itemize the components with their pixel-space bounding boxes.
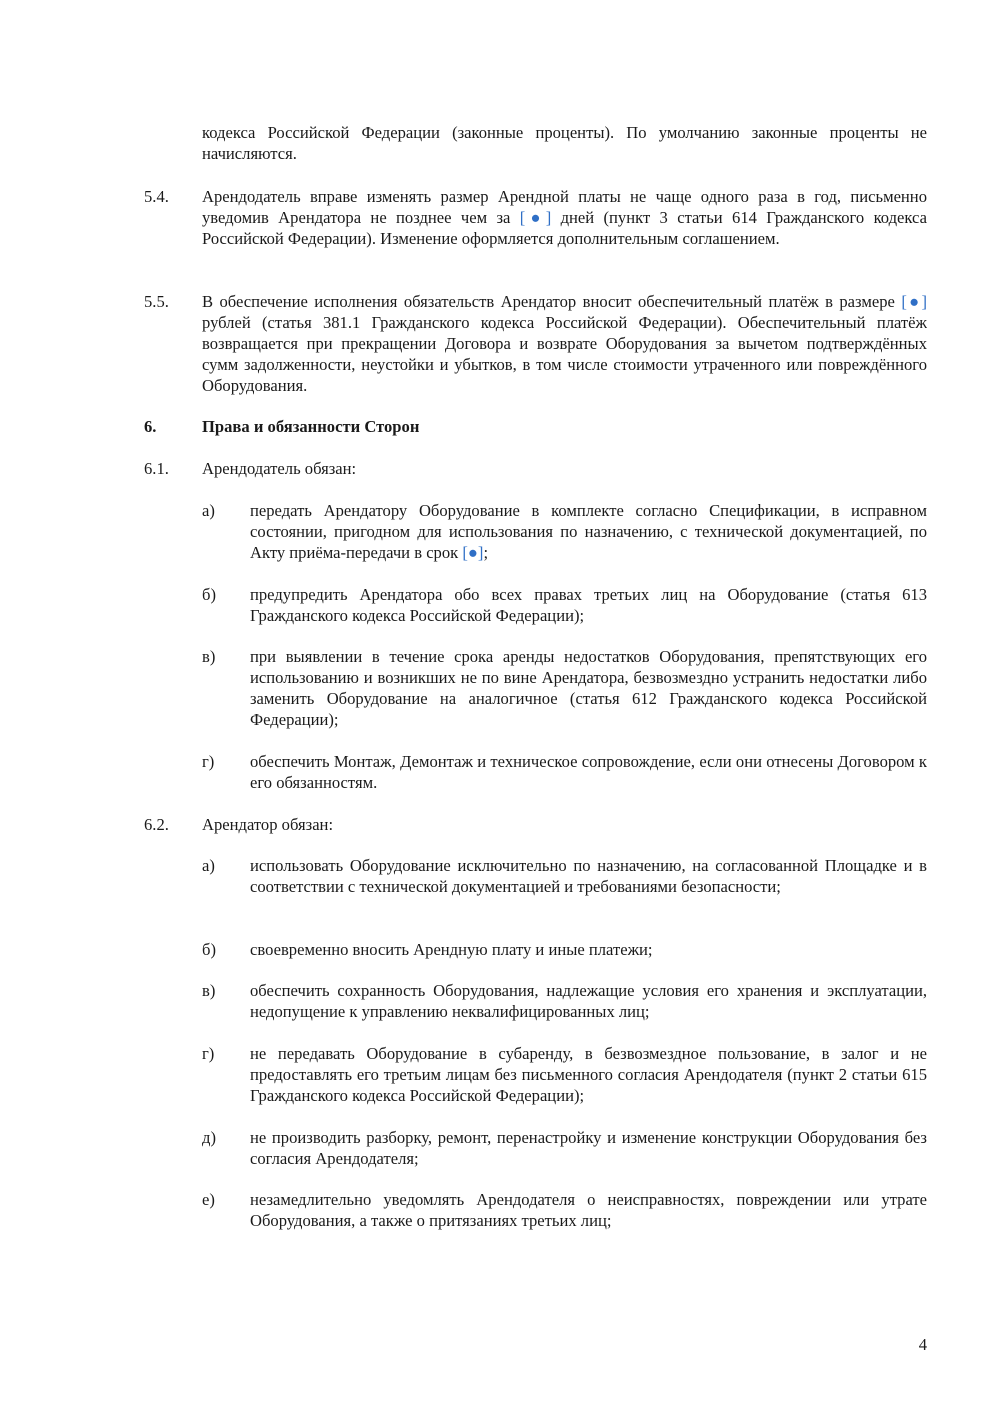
- list-item-label: в): [202, 647, 216, 666]
- list-item-label: а): [202, 856, 215, 875]
- list-item-text: не передавать Оборудование в субаренду, в безвозмездное пользование, в залог и не предоставлять его третьим лицам без письменного согласия Арендодателя (пункт 2 статьи 615 Гражданского кодекса Российской Федерации);: [250, 1044, 927, 1105]
- clause-text: Арендатор обязан:: [202, 815, 334, 834]
- list-item: [202, 1043, 927, 1106]
- clause-6-2: [144, 814, 927, 835]
- placeholder-marker: [●]: [519, 208, 552, 227]
- list-item-label: б): [202, 940, 216, 959]
- clause-5-4: [144, 186, 927, 249]
- page-number: 4: [918, 1335, 927, 1354]
- list-item: [202, 584, 927, 626]
- placeholder-marker: [●]: [462, 543, 484, 562]
- list-item: [202, 500, 927, 563]
- list-item: [202, 646, 927, 730]
- list-item-text: при выявлении в течение срока аренды недостатков Оборудования, препятствующих его использованию и возникших не по вине Арендатора, безвозмездно устранить недостатки либо заменить Оборудование на аналогичное (статья 612 Гражданского кодекса Российской Федерации);: [250, 647, 927, 729]
- list-item-text: обеспечить Монтаж, Демонтаж и техническое сопровождение, если они отнесены Договором к его обязанностям.: [250, 752, 927, 792]
- clause-number: 5.5.: [144, 292, 169, 311]
- list-item: [202, 1189, 927, 1231]
- list-item-text: использовать Оборудование исключительно по назначению, на согласованной Площадке и в соответствии с технической документацией и требованиями безопасности;: [250, 856, 927, 896]
- list-item-text: передать Арендатору Оборудование в комплекте согласно Спецификации, в исправном состоянии, пригодном для использования по назначению, с технической документацией, по Акту приёма-передачи в срок [●];: [250, 501, 927, 562]
- clause-number: 6.1.: [144, 459, 169, 478]
- list-item-label: е): [202, 1190, 215, 1209]
- clause-text: Арендодатель обязан:: [202, 459, 357, 478]
- clause-number: 5.4.: [144, 187, 169, 206]
- list-item-label: б): [202, 585, 216, 604]
- list-item-text: своевременно вносить Арендную плату и иные платежи;: [250, 940, 653, 959]
- list-item: [202, 751, 927, 793]
- clause-number: 6.2.: [144, 815, 169, 834]
- list-item: [202, 855, 927, 897]
- clause-continuation: [144, 122, 927, 164]
- clause-text: кодекса Российской Федерации (законные проценты). По умолчанию законные проценты не начисляются.: [202, 123, 927, 163]
- section-title: Права и обязанности Сторон: [202, 417, 420, 436]
- list-item-text: незамедлительно уведомлять Арендодателя о неисправностях, повреждении или утрате Оборудования, а также о притязаниях третьих лиц;: [250, 1190, 927, 1230]
- clause-text: Арендодатель вправе изменять размер Арендной платы не чаще одного раза в год, письменно уведомив Арендатора не позднее чем за [●] дней (пункт 3 статьи 614 Гражданского кодекса Российской Федерации). Изменение оформляется дополнительным соглашением.: [202, 187, 927, 248]
- placeholder-marker: [●]: [901, 292, 927, 311]
- list-item-text: не производить разборку, ремонт, перенастройку и изменение конструкции Оборудования без согласия Арендодателя;: [250, 1128, 927, 1168]
- list-item-label: г): [202, 1044, 215, 1063]
- clause-text: В обеспечение исполнения обязательств Арендатор вносит обеспечительный платёж в размере [●] рублей (статья 381.1 Гражданского кодекса Российской Федерации). Обеспечительный платёж возвращается при прекращении Договора и возврате Оборудования за вычетом подтверждённых сумм задолженности, неустойки и убытков, в том числе стоимости утраченного или повреждённого Оборудования.: [202, 292, 927, 395]
- list-item: [202, 980, 927, 1022]
- list-item-label: в): [202, 981, 216, 1000]
- section-number: 6.: [144, 417, 157, 436]
- list-item-label: а): [202, 501, 215, 520]
- list-item-text: обеспечить сохранность Оборудования, надлежащие условия его хранения и эксплуатации, недопущение к управлению неквалифицированных лиц;: [250, 981, 927, 1021]
- list-item: [202, 1127, 927, 1169]
- section-heading: [144, 416, 927, 437]
- list-item-label: г): [202, 752, 215, 771]
- list-item: [202, 939, 927, 960]
- list-item-text: предупредить Арендатора обо всех правах третьих лиц на Оборудование (статья 613 Гражданского кодекса Российской Федерации);: [250, 585, 927, 625]
- clause-5-5: [144, 291, 927, 396]
- clause-6-1: [144, 458, 927, 479]
- list-item-label: д): [202, 1128, 216, 1147]
